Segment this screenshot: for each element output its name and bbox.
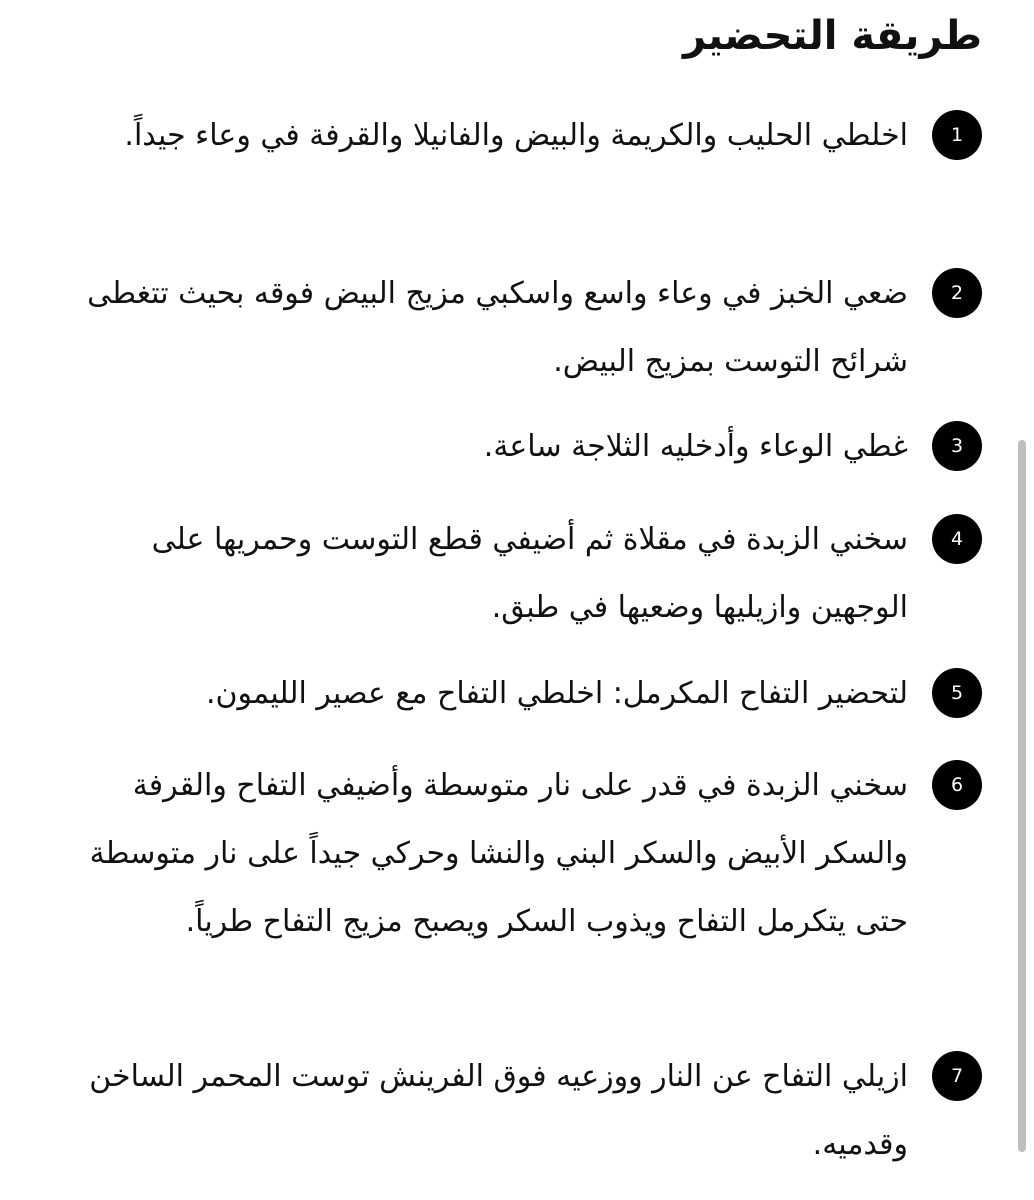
step-number-badge: 3: [932, 421, 982, 471]
step-item-5: [72, 660, 982, 728]
step-text: سخني الزبدة في مقلاة ثم أضيفي قطع التوست وحمريها على الوجهين وازيليها وضعيها في طبق.: [151, 522, 908, 625]
step-text: اخلطي الحليب والكريمة والبيض والفانيلا والقرفة في وعاء جيداً.: [124, 118, 908, 153]
step-number-badge: 4: [932, 514, 982, 564]
vertical-scrollbar[interactable]: [1018, 440, 1026, 1152]
step-number-badge: 7: [932, 1051, 982, 1101]
step-number-badge: 1: [932, 110, 982, 160]
step-number-badge: 2: [932, 268, 982, 318]
section-title: طريقة التحضير: [682, 13, 982, 59]
step-number-badge: 6: [932, 760, 982, 810]
step-item-7: [72, 1043, 982, 1179]
step-item-6: [72, 752, 982, 956]
step-number-badge: 5: [932, 668, 982, 718]
step-text: غطي الوعاء وأدخليه الثلاجة ساعة.: [483, 429, 908, 464]
step-item-3: [72, 413, 982, 481]
step-item-1: [72, 102, 982, 170]
step-text: ازيلي التفاح عن النار ووزعيه فوق الفرينش توست المحمر الساخن وقدميه.: [89, 1059, 908, 1162]
step-text: ضعي الخبز في وعاء واسع واسكبي مزيج البيض فوقه بحيث تتغطى شرائح التوست بمزيج البيض.: [87, 276, 908, 379]
step-text: لتحضير التفاح المكرمل: اخلطي التفاح مع عصير الليمون.: [205, 676, 908, 711]
step-text: سخني الزبدة في قدر على نار متوسطة وأضيفي التفاح والقرفة والسكر الأبيض والسكر البني والنشا وحركي جيداً على نار متوسطة حتى يتكرمل التفاح ويذوب السكر ويصبح مزيج التفاح طرياً.: [89, 768, 908, 939]
step-item-2: [72, 260, 982, 396]
step-item-4: [72, 506, 982, 642]
